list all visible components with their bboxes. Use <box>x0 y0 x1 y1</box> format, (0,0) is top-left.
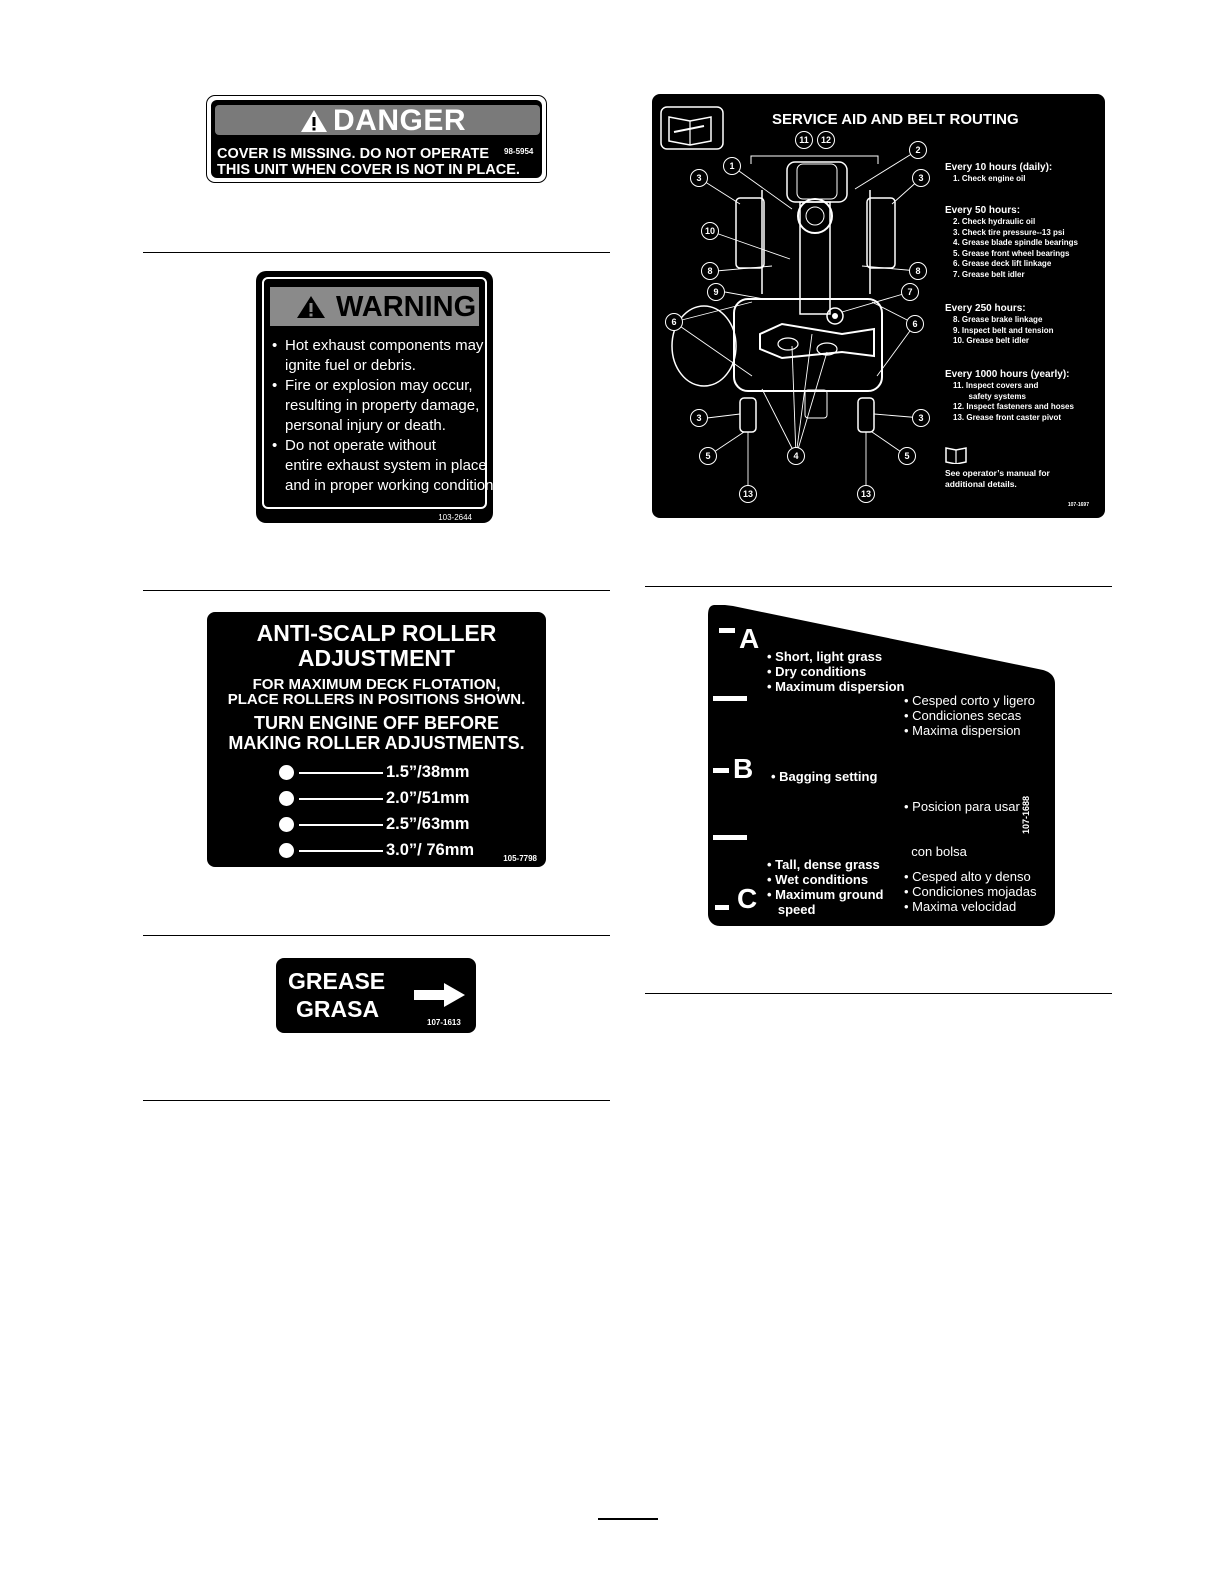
manual-book-icon <box>661 107 723 149</box>
schedule-item: 10. Grease belt idler <box>953 336 1030 345</box>
service-part-number: 107-1697 <box>1067 502 1089 508</box>
setting-b-es-line: • Posicion para usar <box>904 799 1020 814</box>
setting-letter-b: B <box>733 753 754 784</box>
callout-number: 3 <box>912 169 930 187</box>
schedule-1000-hours <box>945 369 1074 423</box>
schedule-heading: Every 10 hours (daily): <box>945 162 1053 173</box>
callout-number: 8 <box>701 262 719 280</box>
roller-position-2-value: 2.0”/51mm <box>386 789 470 807</box>
callout-number: 1 <box>723 157 741 175</box>
callout-number: 11 <box>795 131 813 149</box>
antiscalp-warn-2: MAKING ROLLER ADJUSTMENTS. <box>228 733 525 753</box>
height-mark <box>719 628 735 633</box>
setting-c-en-line: • Tall, dense grass <box>767 857 880 872</box>
warning-bullet-1-line-2: ignite fuel or debris. <box>285 357 416 374</box>
warning-triangle-icon <box>296 295 326 319</box>
schedule-item: 9. Inspect belt and tension <box>953 325 1054 335</box>
manual-book-icon <box>945 446 967 464</box>
setting-a-es-line: • Cesped corto y ligero <box>904 693 1036 708</box>
antiscalp-warn-1: TURN ENGINE OFF BEFORE <box>253 713 499 733</box>
setting-b-english: • Bagging setting <box>771 769 878 784</box>
warning-bullet-2-line-3: personal injury or death. <box>285 417 446 434</box>
schedule-item: 5. Grease front wheel bearings <box>953 248 1070 258</box>
schedule-item: 13. Grease front caster pivot <box>953 412 1062 422</box>
callout-number: 5 <box>699 447 717 465</box>
warning-bullet-3-line-1: Do not operate without <box>285 437 436 454</box>
callout-number: 6 <box>665 313 683 331</box>
danger-part-number: 98-5954 <box>504 147 534 156</box>
service-note-line-1: See operator’s manual for <box>945 468 1050 478</box>
bullet-dot: • <box>272 437 278 454</box>
leader-line <box>299 772 383 774</box>
roller-position-3-value: 2.5”/63mm <box>386 815 470 833</box>
service-aid-decal <box>652 94 1105 518</box>
height-mark <box>713 835 747 840</box>
bullet-dot: • <box>272 337 278 354</box>
callout-number: 13 <box>857 485 875 503</box>
callout-number: 3 <box>912 409 930 427</box>
setting-a-english <box>767 649 904 694</box>
setting-a-es-line: • Condiciones secas <box>904 708 1022 723</box>
warning-word: WARNING <box>336 291 477 323</box>
setting-c-en-line: speed <box>767 902 816 917</box>
setting-a-es-line: • Maxima dispersion <box>904 723 1021 738</box>
cutting-height-decal <box>705 604 1057 927</box>
antiscalp-title-1: ANTI-SCALP ROLLER <box>256 620 497 646</box>
divider-left-3 <box>143 935 610 936</box>
schedule-item: 8. Grease brake linkage <box>953 315 1043 324</box>
callout-number: 7 <box>901 283 919 301</box>
schedule-50-hours <box>945 205 1078 280</box>
antiscalp-sub-2: PLACE ROLLERS IN POSITIONS SHOWN. <box>227 691 526 708</box>
callout-number: 10 <box>701 222 719 240</box>
height-mark <box>713 768 729 773</box>
schedule-item: 6. Grease deck lift linkage <box>953 259 1052 268</box>
divider-right-1 <box>645 586 1112 587</box>
anti-scalp-decal <box>207 612 546 867</box>
setting-c-spanish <box>904 869 1036 914</box>
callout-number: 3 <box>690 169 708 187</box>
warning-bullet-2-line-2: resulting in property damage, <box>285 397 480 414</box>
leader-line <box>299 824 383 826</box>
grasa-word: GRASA <box>296 996 380 1022</box>
schedule-item: 11. Inspect covers and <box>953 381 1039 390</box>
setting-c-es-line: • Maxima velocidad <box>904 899 1017 914</box>
leader-line <box>299 850 383 852</box>
warning-bullet-3-line-2: entire exhaust system in place <box>285 457 487 474</box>
footer-mark <box>598 1518 658 1520</box>
callout-number: 3 <box>690 409 708 427</box>
schedule-250-hours <box>945 303 1053 347</box>
service-note <box>945 468 1050 490</box>
setting-letter-c: C <box>737 883 758 914</box>
danger-line-1: COVER IS MISSING. DO NOT OPERATE <box>217 146 490 162</box>
callout-number: 6 <box>906 315 924 333</box>
callout-number: 2 <box>909 141 927 159</box>
setting-a-en-line: • Short, light grass <box>767 649 883 664</box>
antiscalp-title-2: ADJUSTMENT <box>297 645 456 671</box>
warning-bullet-1-line-1: Hot exhaust components may <box>285 337 484 354</box>
schedule-item: 2. Check hydraulic oil <box>953 217 1036 226</box>
setting-a-spanish <box>904 693 1035 738</box>
divider-left-4 <box>143 1100 610 1101</box>
schedule-10-hours <box>945 162 1052 185</box>
schedule-heading: Every 1000 hours (yearly): <box>945 369 1070 380</box>
danger-decal <box>206 95 547 183</box>
warning-triangle-icon <box>300 109 328 133</box>
grease-word: GREASE <box>288 968 386 994</box>
callout-number: 4 <box>787 447 805 465</box>
callout-number: 12 <box>817 131 835 149</box>
schedule-item: 7. Grease belt idler <box>953 269 1025 279</box>
callout-number: 8 <box>909 262 927 280</box>
setting-c-english <box>767 857 884 917</box>
grease-part-number: 107-1613 <box>427 1018 461 1027</box>
leader-line <box>299 798 383 800</box>
schedule-item: 3. Check tire pressure--13 psi <box>953 227 1065 237</box>
danger-word: DANGER <box>333 104 467 137</box>
setting-c-es-line: • Condiciones mojadas <box>904 884 1037 899</box>
service-note-line-2: additional details. <box>945 479 1017 489</box>
setting-b-es-line: con bolsa <box>904 844 967 859</box>
antiscalp-part-number: 105-7798 <box>503 854 537 863</box>
danger-line-2: THIS UNIT WHEN COVER IS NOT IN PLACE. <box>217 162 520 178</box>
bullet-dot: • <box>272 377 278 394</box>
setting-a-en-line: • Dry conditions <box>767 664 867 679</box>
schedule-item: 4. Grease blade spindle bearings <box>953 238 1078 247</box>
schedule-heading: Every 250 hours: <box>945 303 1026 314</box>
callout-number: 13 <box>739 485 757 503</box>
divider-left-1 <box>143 252 610 253</box>
height-part-number: 107-1688 <box>1021 795 1031 834</box>
roller-circle-icon <box>279 843 294 858</box>
warning-bullet-2-line-1: Fire or explosion may occur, <box>285 377 473 394</box>
schedule-item: safety systems <box>953 391 1026 401</box>
setting-letter-a: A <box>739 623 760 654</box>
roller-position-4-value: 3.0”/ 76mm <box>386 841 475 859</box>
warning-banner <box>270 287 479 326</box>
schedule-item: 1. Check engine oil <box>953 174 1026 183</box>
antiscalp-sub-1: FOR MAXIMUM DECK FLOTATION, <box>252 676 501 693</box>
height-mark <box>715 905 729 910</box>
callout-number: 9 <box>707 283 725 301</box>
warning-bullet-3-line-3: and in proper working condition. <box>285 477 498 494</box>
height-mark <box>713 696 747 701</box>
setting-c-es-line: • Cesped alto y denso <box>904 869 1031 884</box>
arrow-right-icon <box>414 982 466 1008</box>
setting-c-en-line: • Maximum ground <box>767 887 884 902</box>
callout-number: 5 <box>898 447 916 465</box>
service-title: SERVICE AID AND BELT ROUTING <box>772 111 1019 128</box>
roller-circle-icon <box>279 765 294 780</box>
setting-a-en-line: • Maximum dispersion <box>767 679 905 694</box>
danger-banner <box>215 105 540 135</box>
divider-right-2 <box>645 993 1112 994</box>
schedule-item: 12. Inspect fasteners and hoses <box>953 402 1074 411</box>
roller-circle-icon <box>279 817 294 832</box>
roller-circle-icon <box>279 791 294 806</box>
divider-left-2 <box>143 590 610 591</box>
schedule-heading: Every 50 hours: <box>945 205 1021 216</box>
setting-c-en-line: • Wet conditions <box>767 872 869 887</box>
warning-part-number: 103-2644 <box>438 513 472 522</box>
grease-decal <box>276 958 476 1033</box>
roller-position-1-value: 1.5”/38mm <box>386 763 470 781</box>
warning-decal <box>256 271 498 523</box>
